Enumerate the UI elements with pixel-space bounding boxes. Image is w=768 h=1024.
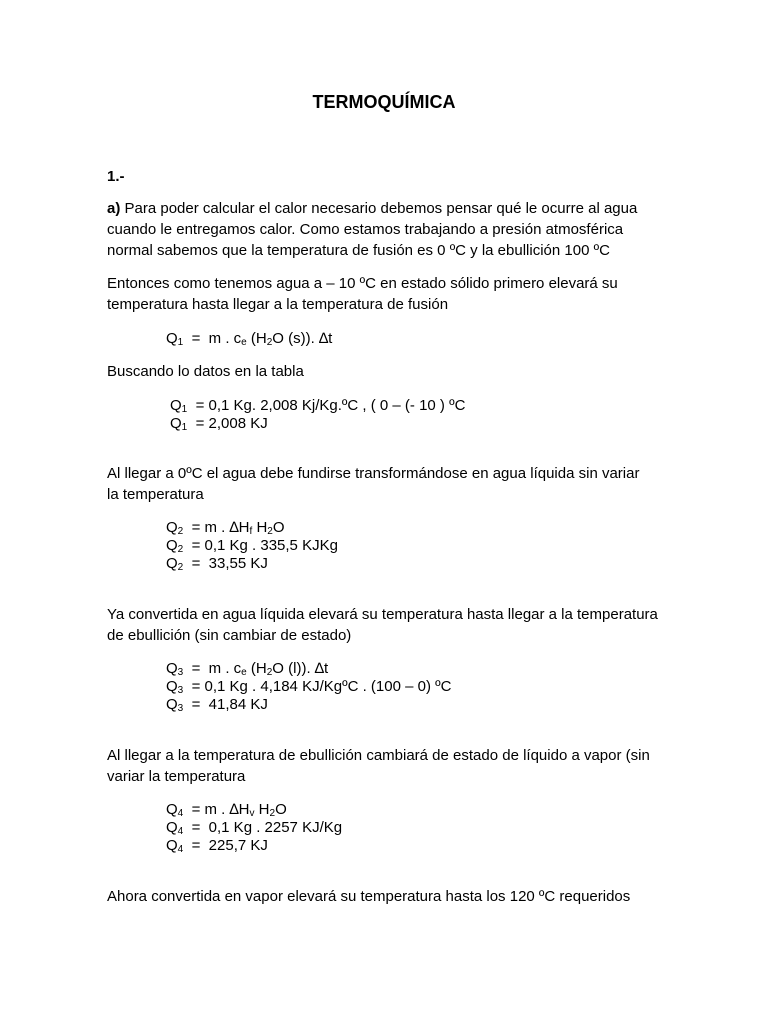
equation-q4-values: $Q_4 = 0,1$ Kg . 2257 KJ/Kg <box>166 819 343 837</box>
paragraph-6-line2: variar la temperatura <box>107 768 246 785</box>
part-a-label: a) <box>107 200 121 217</box>
paragraph-2-line2: temperatura hasta llegar a la temperatura de fusión <box>107 296 449 313</box>
part-a-text: Para poder calcular el calor necesario debemos pensar qué le ocurre al agua <box>120 200 638 217</box>
paragraph-6-line1: Al llegar a la temperatura de ebullición cambiará de estado de líquido a vapor (sin <box>107 747 650 764</box>
paragraph-7: Ahora convertida en vapor elevará su temperatura hasta los 120 ºC requeridos <box>107 888 631 905</box>
paragraph-3: Buscando lo datos en la tabla <box>107 363 304 380</box>
equation-q2-formula: $Q_2 = m$ . $\Delta H_f$ $H_2O$ <box>166 519 285 537</box>
page-title: TERMOQUÍMICA <box>312 92 456 112</box>
paragraph-part-a-line3: normal sabemos que la temperatura de fusión es 0 ºC y la ebullición 100 ºC <box>107 242 610 259</box>
equation-q3-result: $Q_3 = 41,84$ KJ <box>166 696 268 714</box>
equation-q3-formula: $Q_3 = m$ . $c_e$ ($H_2O$ (l)). ∆t <box>166 660 329 678</box>
equation-q3-values: $Q_3 = 0,1$ Kg . 4,184 KJ/KgºC . (100 – 0) ºC <box>166 678 452 696</box>
paragraph-5-line1: Ya convertida en agua líquida elevará su temperatura hasta llegar a la temperatura <box>107 606 658 623</box>
paragraph-4-line2: la temperatura <box>107 486 204 503</box>
paragraph-5-line2: de ebullición (sin cambiar de estado) <box>107 627 352 644</box>
equation-q1-formula: $Q_1 = m$ . $c_e$ ($H_2O$ (s)). ∆t <box>166 330 333 348</box>
equation-q1-result: $Q_1 = 2,008$ KJ <box>170 415 268 433</box>
equation-q4-formula: $Q_4 = m$ . $\Delta H_v$ $H_2O$ <box>166 801 287 819</box>
equation-q2-result: $Q_2 = 33,55$ KJ <box>166 555 268 573</box>
equation-q4-result: $Q_4 = 225,7$ KJ <box>166 837 268 855</box>
equation-q1-values: $Q_1 = 0,1$ Kg. 2,008 Kj/Kg.ºC , ( 0 – (- 10 ) ºC <box>170 397 466 415</box>
paragraph-4-line1: Al llegar a 0ºC el agua debe fundirse transformándose en agua líquida sin variar <box>107 465 640 482</box>
paragraph-2-line1: Entonces como tenemos agua a – 10 ºC en estado sólido primero elevará su <box>107 275 618 292</box>
paragraph-part-a-line1 <box>107 198 667 219</box>
paragraph-part-a-line2: cuando le entregamos calor. Como estamos trabajando a presión atmosférica <box>107 221 624 238</box>
equation-q2-values: $Q_2 = 0,1$ Kg . 335,5 KJKg <box>166 537 338 555</box>
section-number: 1.- <box>107 168 125 185</box>
